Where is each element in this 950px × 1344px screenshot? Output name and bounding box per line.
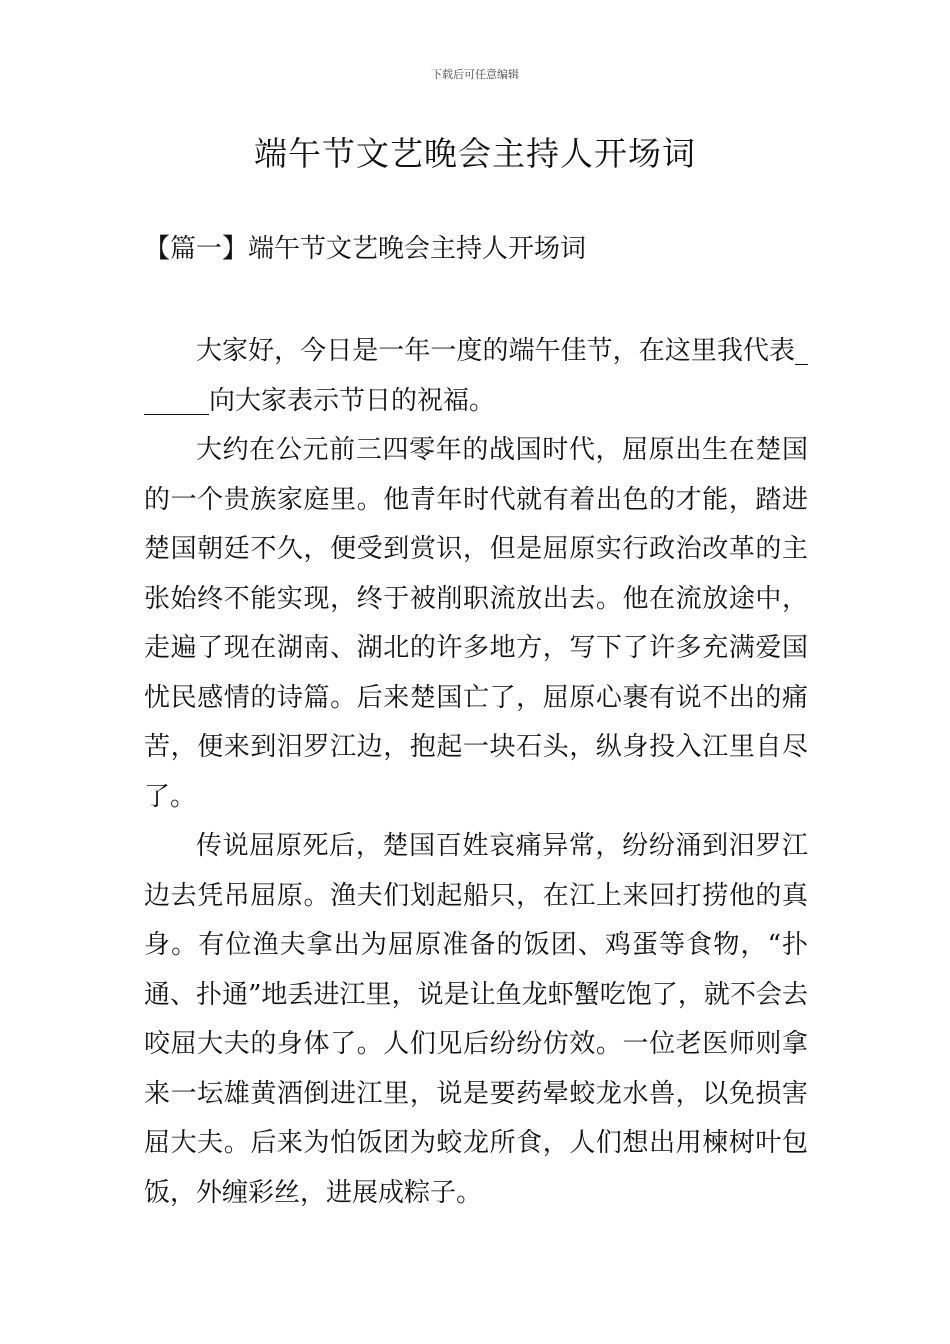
header-note: 下载后可任意编辑: [431, 68, 519, 81]
document-title: 端午节文艺晚会主持人开场词: [254, 134, 696, 173]
paragraph-greeting: 大家好，今日是一年一度的端午佳节，在这里我代表______向大家表示节日的祝福。: [144, 336, 808, 416]
paragraph-legend: 传说屈原死后，楚国百姓哀痛异常，纷纷涌到汨罗江边去凭吊屈原。渔夫们划起船只，在江上来回打捞他的真身。有位渔夫拿出为屈原准备的饭团、鸡蛋等食物，“扑通、扑通”地丢进江里，说是让鱼龙虾蟹吃饱了，就不会去咬屈大夫的身体了。人们见后纷纷仿效。一位老医师则拿来一坛雄黄酒倒进江里，说是要药晕蛟龙水兽，以免损害屈大夫。后来为怕饭团为蛟龙所食，人们想出用楝树叶包饭，外缠彩丝，进展成粽子。: [144, 831, 808, 1208]
body-text: [144, 327, 808, 1218]
paragraph-qu-yuan-history: 大约在公元前三四零年的战国时代，屈原出生在楚国的一个贵族家庭里。他青年时代就有着出色的才能，踏进楚国朝廷不久，便受到赏识，但是屈原实行政治改革的主张始终不能实现，终于被削职流放出去。他在流放途中，走遍了现在湖南、湖北的许多地方，写下了许多充满爱国忧民感情的诗篇。后来楚国亡了，屈原心裹有说不出的痛苦，便来到汨罗江边，抱起一块石头，纵身投入江里自尽了。: [144, 435, 808, 812]
section-heading: 【篇一】端午节文艺晚会主持人开场词: [144, 234, 587, 264]
